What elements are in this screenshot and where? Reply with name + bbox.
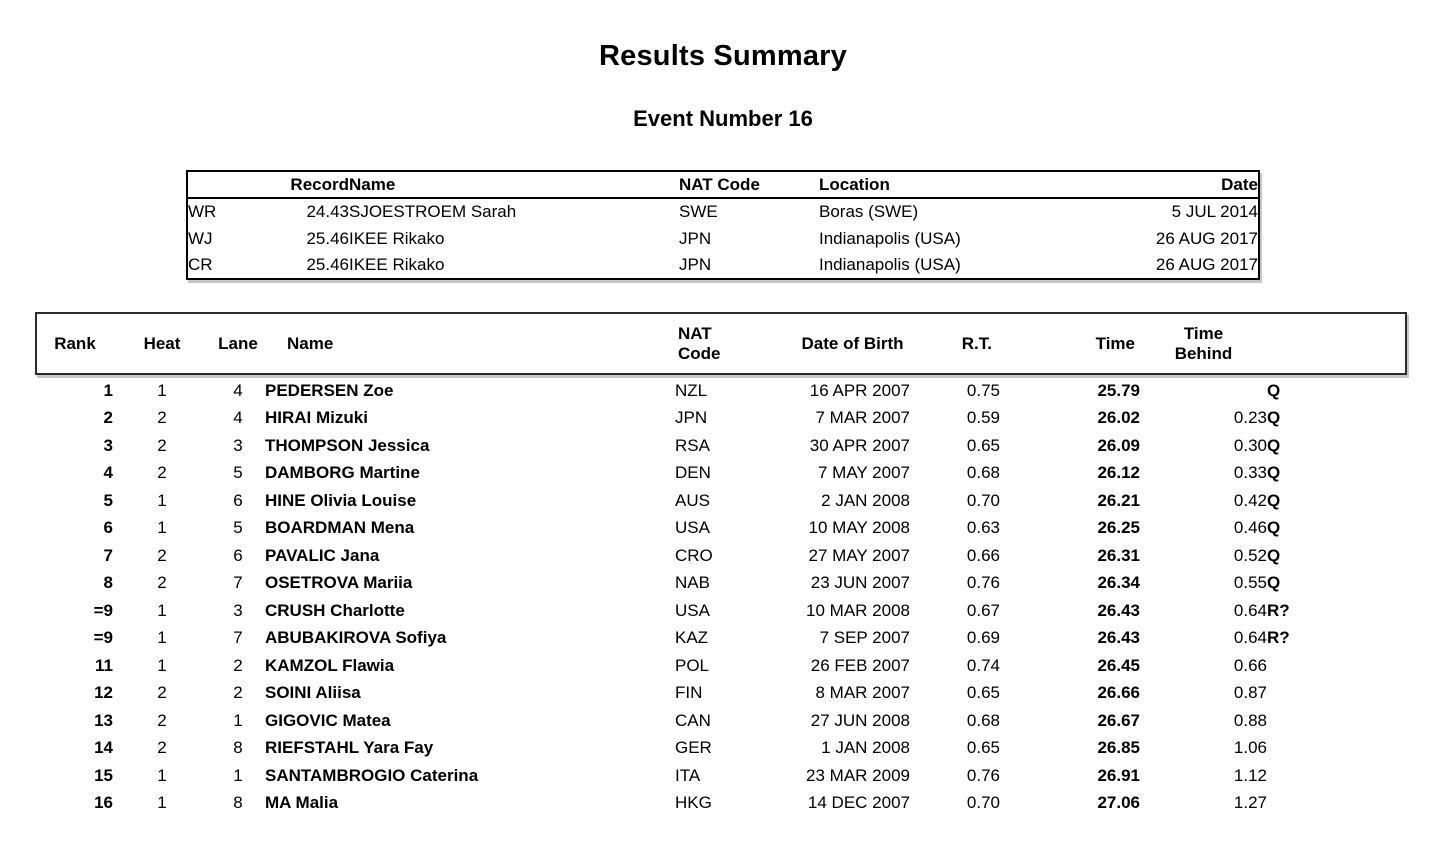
- reaction-time-cell: 0.76: [966, 765, 1000, 785]
- reaction-time-cell: 0.70: [966, 793, 1000, 813]
- qualification-cell: R?: [1267, 600, 1290, 620]
- nat-code-cell: GER: [675, 738, 712, 758]
- rank-cell: =9: [93, 628, 113, 648]
- rank-cell: 2: [103, 408, 113, 428]
- results-table-header: [35, 312, 1407, 375]
- reaction-time-cell: 0.69: [966, 628, 1000, 648]
- nat-code-cell: POL: [675, 655, 710, 675]
- record-location-cell: Boras (SWE): [819, 202, 919, 221]
- lane-cell: 8: [233, 793, 243, 813]
- date-of-birth-cell: 26 FEB 2007: [810, 655, 910, 675]
- rank-cell: =9: [93, 600, 113, 620]
- qualification-cell: Q: [1267, 408, 1281, 428]
- date-of-birth-cell: 8 MAR 2007: [815, 683, 910, 703]
- nat-code-cell: AUS: [675, 490, 710, 510]
- record-nat-cell: SWE: [679, 202, 718, 221]
- records-header-location: Location: [819, 171, 1109, 198]
- date-of-birth-cell: 27 MAY 2007: [808, 545, 910, 565]
- reaction-time-cell: 0.70: [966, 490, 1000, 510]
- swimmer-name-cell: MA Malia: [265, 793, 339, 813]
- record-time-cell: 24.43: [306, 202, 349, 221]
- time-behind-cell: 0.87: [1233, 683, 1267, 703]
- nat-code-cell: KAZ: [675, 628, 709, 648]
- page-title: Results Summary: [599, 40, 847, 72]
- lane-cell: 6: [233, 490, 243, 510]
- time-behind-cell: 0.33: [1233, 463, 1267, 483]
- nat-code-cell: USA: [675, 518, 710, 538]
- rank-cell: 1: [103, 380, 113, 400]
- record-type-cell: WR: [188, 202, 217, 221]
- time-cell: 25.79: [1097, 380, 1140, 400]
- nat-code-cell: USA: [675, 600, 710, 620]
- results-header-rt: R.T.: [961, 333, 992, 353]
- date-of-birth-cell: 1 JAN 2008: [821, 738, 910, 758]
- table-row: [35, 515, 1407, 543]
- table-row: [35, 762, 1407, 790]
- records-header-row: [187, 171, 1259, 198]
- table-row: [35, 405, 1407, 433]
- qualification-cell: Q: [1267, 380, 1281, 400]
- time-behind-label: Time Behind: [1174, 323, 1233, 363]
- record-time-cell: 25.46: [306, 255, 349, 274]
- time-cell: 26.67: [1097, 710, 1140, 730]
- date-of-birth-cell: 23 JUN 2007: [810, 573, 910, 593]
- heat-cell: 2: [157, 463, 167, 483]
- record-date-cell: 5 JUL 2014: [1171, 202, 1258, 221]
- record-nat-cell: JPN: [679, 255, 712, 274]
- nat-code-label: NAT Code: [678, 323, 721, 363]
- table-row: [35, 432, 1407, 460]
- rank-cell: 5: [103, 490, 113, 510]
- results-table-body: [35, 377, 1407, 817]
- reaction-time-cell: 0.68: [966, 463, 1000, 483]
- lane-cell: 4: [233, 408, 243, 428]
- time-cell: 26.31: [1097, 545, 1140, 565]
- heat-cell: 2: [157, 683, 167, 703]
- lane-cell: 6: [233, 545, 243, 565]
- lane-cell: 7: [233, 573, 243, 593]
- results-header-lane: Lane: [218, 333, 258, 353]
- lane-cell: 5: [233, 518, 243, 538]
- records-header-type: [187, 171, 277, 198]
- heat-cell: 1: [157, 600, 167, 620]
- records-table: [186, 170, 1260, 280]
- reaction-time-cell: 0.65: [966, 683, 1000, 703]
- record-date-cell: 26 AUG 2017: [1155, 255, 1258, 274]
- rank-cell: 4: [103, 463, 113, 483]
- swimmer-name-cell: RIEFSTAHL Yara Fay: [265, 738, 434, 758]
- time-behind-cell: 0.64: [1233, 628, 1267, 648]
- date-of-birth-cell: 30 APR 2007: [809, 435, 910, 455]
- heat-cell: 2: [157, 738, 167, 758]
- swimmer-name-cell: BOARDMAN Mena: [265, 518, 415, 538]
- time-behind-cell: 0.64: [1233, 600, 1267, 620]
- swimmer-name-cell: PEDERSEN Zoe: [265, 380, 394, 400]
- qualification-cell: Q: [1267, 463, 1281, 483]
- lane-cell: 3: [233, 435, 243, 455]
- qualification-cell: Q: [1267, 490, 1281, 510]
- record-row: [187, 198, 1259, 225]
- time-cell: 26.43: [1097, 600, 1140, 620]
- rank-cell: 12: [94, 683, 113, 703]
- time-behind-cell: 0.30: [1233, 435, 1267, 455]
- record-type-cell: CR: [188, 255, 213, 274]
- date-of-birth-cell: 16 APR 2007: [809, 380, 910, 400]
- nat-code-cell: NZL: [675, 380, 708, 400]
- lane-cell: 2: [233, 655, 243, 675]
- swimmer-name-cell: SOINI Aliisa: [265, 683, 361, 703]
- time-behind-cell: 0.55: [1233, 573, 1267, 593]
- time-behind-cell: 1.12: [1233, 765, 1267, 785]
- reaction-time-cell: 0.65: [966, 738, 1000, 758]
- rank-cell: 13: [94, 710, 113, 730]
- swimmer-name-cell: OSETROVA Mariia: [265, 573, 413, 593]
- qualification-cell: Q: [1267, 518, 1281, 538]
- record-type-cell: WJ: [188, 228, 213, 248]
- record-name-cell: SJOESTROEM Sarah: [349, 202, 517, 221]
- rank-cell: 16: [94, 793, 113, 813]
- qualification-cell: Q: [1267, 545, 1281, 565]
- table-row: [35, 460, 1407, 488]
- reaction-time-cell: 0.66: [966, 545, 1000, 565]
- heat-cell: 2: [157, 545, 167, 565]
- lane-cell: 1: [233, 765, 243, 785]
- date-of-birth-cell: 10 MAR 2008: [806, 600, 910, 620]
- swimmer-name-cell: SANTAMBROGIO Caterina: [265, 765, 479, 785]
- time-cell: 26.02: [1097, 408, 1140, 428]
- time-behind-cell: 0.88: [1233, 710, 1267, 730]
- nat-code-cell: FIN: [675, 683, 703, 703]
- heat-cell: 2: [157, 573, 167, 593]
- time-cell: 26.12: [1097, 463, 1140, 483]
- time-cell: 26.25: [1097, 518, 1140, 538]
- reaction-time-cell: 0.68: [966, 710, 1000, 730]
- reaction-time-cell: 0.75: [966, 380, 1000, 400]
- records-header-record: Record: [277, 171, 349, 198]
- reaction-time-cell: 0.65: [966, 435, 1000, 455]
- reaction-time-cell: 0.76: [966, 573, 1000, 593]
- table-row: [35, 625, 1407, 653]
- date-of-birth-cell: 7 SEP 2007: [819, 628, 910, 648]
- time-cell: 26.21: [1097, 490, 1140, 510]
- nat-code-cell: ITA: [675, 765, 701, 785]
- table-row: [35, 487, 1407, 515]
- heat-cell: 1: [157, 765, 167, 785]
- swimmer-name-cell: GIGOVIC Matea: [265, 710, 391, 730]
- record-location-cell: Indianapolis (USA): [819, 255, 961, 274]
- rank-cell: 8: [103, 573, 113, 593]
- swimmer-name-cell: THOMPSON Jessica: [265, 435, 430, 455]
- heat-cell: 2: [157, 435, 167, 455]
- nat-code-cell: CRO: [675, 545, 713, 565]
- record-row: [187, 252, 1259, 279]
- heat-cell: 2: [157, 408, 167, 428]
- results-header-name: Name: [287, 333, 334, 353]
- swimmer-name-cell: HINE Olivia Louise: [265, 490, 417, 510]
- time-cell: 26.34: [1097, 573, 1140, 593]
- heat-cell: 2: [157, 710, 167, 730]
- time-cell: 27.06: [1097, 793, 1140, 813]
- swimmer-name-cell: CRUSH Charlotte: [265, 600, 405, 620]
- time-behind-cell: 0.23: [1233, 408, 1267, 428]
- heat-cell: 1: [157, 793, 167, 813]
- reaction-time-cell: 0.74: [966, 655, 1000, 675]
- qualification-cell: Q: [1267, 573, 1281, 593]
- heat-cell: 1: [157, 380, 167, 400]
- nat-code-cell: CAN: [675, 710, 711, 730]
- lane-cell: 2: [233, 683, 243, 703]
- time-behind-cell: 0.42: [1233, 490, 1267, 510]
- qualification-cell: [1267, 735, 1407, 763]
- time-behind-cell: 0.52: [1233, 545, 1267, 565]
- rank-cell: 7: [103, 545, 113, 565]
- swimmer-name-cell: DAMBORG Martine: [265, 463, 420, 483]
- nat-code-cell: NAB: [675, 573, 710, 593]
- heat-cell: 1: [157, 628, 167, 648]
- record-name-cell: IKEE Rikako: [349, 255, 445, 274]
- date-of-birth-cell: 23 MAR 2009: [806, 765, 910, 785]
- record-time-cell: 25.46: [306, 228, 349, 248]
- swimmer-name-cell: HIRAI Mizuki: [265, 408, 368, 428]
- record-name-cell: IKEE Rikako: [349, 228, 445, 248]
- heat-cell: 1: [157, 518, 167, 538]
- lane-cell: 1: [233, 710, 243, 730]
- lane-cell: 3: [233, 600, 243, 620]
- qualification-cell: Q: [1267, 435, 1281, 455]
- table-row: [35, 570, 1407, 598]
- records-header-nat-code: NAT Code: [679, 171, 819, 198]
- rank-cell: 6: [103, 518, 113, 538]
- lane-cell: 4: [233, 380, 243, 400]
- heat-cell: 1: [157, 655, 167, 675]
- table-row: [35, 652, 1407, 680]
- event-number-subtitle: Event Number 16: [633, 106, 813, 131]
- time-behind-cell: 1.27: [1233, 793, 1267, 813]
- time-cell: 26.66: [1097, 683, 1140, 703]
- swimmer-name-cell: ABUBAKIROVA Sofiya: [265, 628, 447, 648]
- qualification-cell: [1267, 707, 1407, 735]
- reaction-time-cell: 0.59: [966, 408, 1000, 428]
- swimmer-name-cell: PAVALIC Jana: [265, 545, 380, 565]
- results-header-rank: Rank: [54, 333, 96, 353]
- date-of-birth-cell: 7 MAR 2007: [815, 408, 910, 428]
- rank-cell: 15: [94, 765, 113, 785]
- results-header-time: Time: [1095, 333, 1135, 353]
- time-cell: 26.85: [1097, 738, 1140, 758]
- qualification-cell: [1267, 652, 1407, 680]
- table-row: [35, 377, 1407, 405]
- nat-code-cell: RSA: [675, 435, 710, 455]
- time-behind-cell: 0.46: [1233, 518, 1267, 538]
- lane-cell: 8: [233, 738, 243, 758]
- table-row: [35, 707, 1407, 735]
- table-row: [35, 542, 1407, 570]
- reaction-time-cell: 0.63: [966, 518, 1000, 538]
- results-table: [35, 377, 1407, 817]
- results-header-nat-code: [675, 324, 795, 363]
- time-cell: 26.43: [1097, 628, 1140, 648]
- record-nat-cell: JPN: [679, 228, 712, 248]
- date-of-birth-cell: 10 MAY 2008: [808, 518, 910, 538]
- swimmer-name-cell: KAMZOL Flawia: [265, 655, 395, 675]
- lane-cell: 5: [233, 463, 243, 483]
- time-behind-cell: [1140, 377, 1267, 405]
- results-header-time-behind: [1140, 324, 1267, 363]
- qualification-cell: [1267, 762, 1407, 790]
- record-date-cell: 26 AUG 2017: [1155, 228, 1258, 248]
- table-row: [35, 735, 1407, 763]
- time-cell: 26.45: [1097, 655, 1140, 675]
- records-table-body: [187, 198, 1259, 279]
- rank-cell: 3: [103, 435, 113, 455]
- table-row: [35, 597, 1407, 625]
- date-of-birth-cell: 2 JAN 2008: [821, 490, 910, 510]
- record-location-cell: Indianapolis (USA): [819, 228, 961, 248]
- table-row: [35, 680, 1407, 708]
- results-header-date-of-birth: Date of Birth: [801, 333, 904, 353]
- nat-code-cell: DEN: [675, 463, 711, 483]
- heat-cell: 1: [157, 490, 167, 510]
- date-of-birth-cell: 14 DEC 2007: [807, 793, 910, 813]
- table-row: [35, 790, 1407, 818]
- nat-code-cell: HKG: [675, 793, 712, 813]
- qualification-cell: [1267, 680, 1407, 708]
- time-cell: 26.09: [1097, 435, 1140, 455]
- time-behind-cell: 1.06: [1233, 738, 1267, 758]
- rank-cell: 11: [95, 655, 113, 675]
- qualification-cell: R?: [1267, 628, 1290, 648]
- date-of-birth-cell: 27 JUN 2008: [810, 710, 910, 730]
- records-header-name: Name: [349, 171, 679, 198]
- qualification-cell: [1267, 790, 1407, 818]
- lane-cell: 7: [233, 628, 243, 648]
- results-header-heat: Heat: [143, 333, 181, 353]
- record-row: [187, 225, 1259, 252]
- date-of-birth-cell: 7 MAY 2007: [818, 463, 910, 483]
- time-behind-cell: 0.66: [1233, 655, 1267, 675]
- reaction-time-cell: 0.67: [966, 600, 1000, 620]
- time-cell: 26.91: [1097, 765, 1140, 785]
- records-header-date: Date: [1109, 171, 1259, 198]
- nat-code-cell: JPN: [675, 408, 708, 428]
- rank-cell: 14: [94, 738, 113, 758]
